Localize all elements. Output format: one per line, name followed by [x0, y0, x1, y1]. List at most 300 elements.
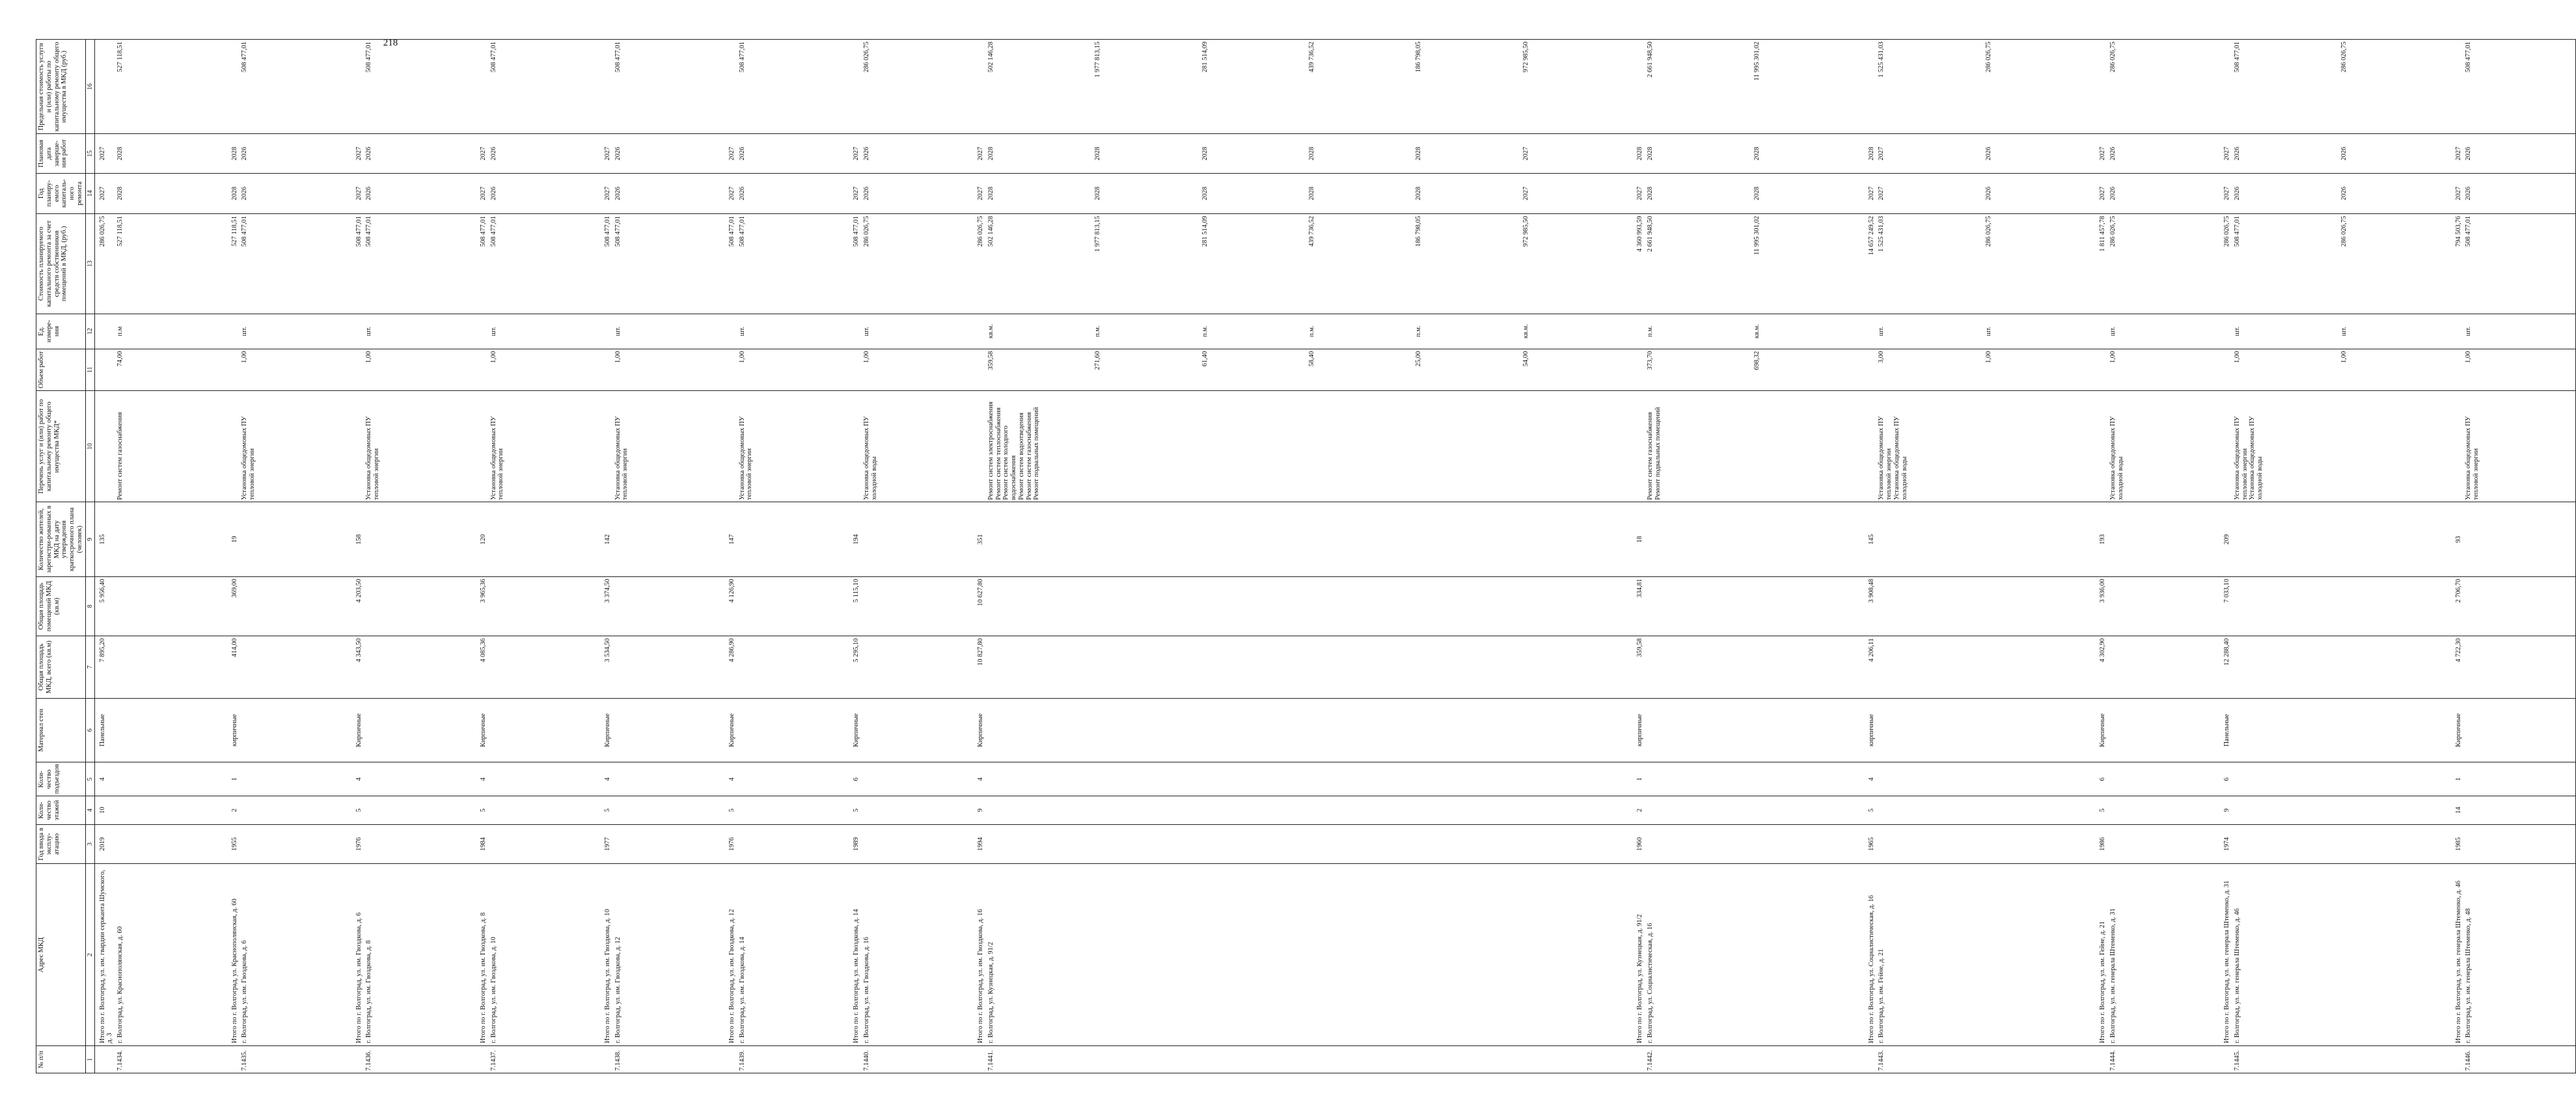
unit-cell — [94, 314, 115, 349]
end-date-cell — [862, 134, 973, 173]
plan-year-cell: 2027 — [2095, 173, 2108, 213]
plan-year-cell-line: 2026 — [862, 186, 870, 200]
area-total-cell: 414,00 — [227, 636, 240, 699]
volume-cell — [613, 349, 724, 390]
empty-cell — [489, 762, 600, 796]
limit-cell-line: 972 985,50 — [1522, 42, 1529, 73]
volume-cell — [2451, 349, 2464, 390]
cost-cell — [364, 214, 475, 314]
empty-cell — [613, 762, 724, 796]
year-cell: 1965 — [1864, 824, 1877, 863]
entrances-cell: 4 — [600, 762, 613, 796]
end-date-cell-line: 2026 — [241, 146, 249, 161]
area-total-cell: 5 295,10 — [849, 636, 862, 699]
empty-cell — [986, 502, 1632, 576]
end-date-cell-line: 2028 — [1646, 146, 1654, 161]
plan-year-cell-line: 2026 — [489, 186, 497, 200]
plan-year-cell: 2027 — [1632, 173, 1645, 213]
plan-year-cell-line: 2027 — [1522, 186, 1529, 200]
unit-cell-line: п.м. — [1308, 325, 1316, 337]
limit-cell — [862, 40, 973, 134]
empty-cell — [2463, 698, 2575, 762]
empty-cell — [1876, 762, 2095, 796]
end-date-cell-line: 2026 — [1984, 146, 1992, 161]
total-row — [973, 40, 986, 1073]
empty-cell — [2108, 502, 2219, 576]
works-cell — [1632, 391, 1645, 502]
works-cell-line: Установка общедомовых ПУ тепловой энергии — [614, 416, 629, 500]
plan-year-cell-line: 2028 — [1415, 186, 1423, 200]
volume-cell — [2108, 349, 2219, 390]
row-number-cell: 7.1434. — [115, 1046, 226, 1073]
empty-cell — [364, 636, 475, 699]
year-cell: 1955 — [227, 824, 240, 863]
end-date-cell: 2027 — [2095, 134, 2108, 173]
works-cell — [364, 391, 475, 502]
unit-cell — [2463, 314, 2575, 349]
empty-cell — [1876, 796, 2095, 825]
plan-year-cell — [240, 173, 351, 213]
header-row — [36, 40, 86, 1073]
end-date-cell-line: 2027 — [1878, 146, 1885, 161]
unit-cell-line: п.м. — [1415, 325, 1423, 337]
works-cell — [849, 391, 862, 502]
limit-cell-line: 1 525 431,03 — [1878, 42, 1885, 78]
volume-cell — [489, 349, 600, 390]
end-date-cell-line: 2027 — [1522, 146, 1529, 161]
empty-cell — [364, 824, 475, 863]
address-cell: Итого по г. Волгоград, ул. Краснополянская, д. 60 — [227, 864, 240, 1046]
works-cell — [2463, 391, 2575, 502]
header-cell: Год планиру-емого капиталь-ного ремонта — [36, 173, 86, 213]
entrances-cell: 6 — [2095, 762, 2108, 796]
row-number-cell: 7.1437. — [489, 1046, 600, 1073]
unit-cell — [2219, 314, 2232, 349]
plan-year-cell: 2027 — [973, 173, 986, 213]
works-cell — [986, 391, 1632, 502]
plan-year-cell: 2027 — [2219, 173, 2232, 213]
cost-cell-line: 186 798,05 — [1415, 216, 1423, 247]
row-number-cell — [2095, 1046, 2108, 1073]
empty-cell — [115, 762, 226, 796]
limit-cell-line: 508 477,01 — [241, 42, 249, 73]
plan-year-cell: 2027 — [600, 173, 613, 213]
empty-cell — [364, 698, 475, 762]
row-number-cell — [351, 1046, 364, 1073]
limit-cell-line: 502 146,28 — [987, 42, 994, 73]
header-cell: Коли-чество подъездов — [36, 762, 86, 796]
floors-cell: 9 — [973, 796, 986, 825]
limit-cell-line: 286 026,75 — [2109, 42, 2117, 73]
end-date-cell — [613, 134, 724, 173]
column-number: 3 — [85, 824, 94, 863]
end-date-cell — [2232, 134, 2451, 173]
empty-cell — [986, 698, 1632, 762]
cost-cell-line: 286 026,75 — [862, 216, 870, 247]
unit-cell-line: шт. — [2340, 326, 2348, 336]
limit-cell-line: 508 477,01 — [365, 42, 373, 73]
unit-cell-line: шт. — [2465, 326, 2473, 336]
empty-cell — [737, 762, 849, 796]
cost-cell: 508 477,01 — [724, 214, 737, 314]
volume-cell — [737, 349, 849, 390]
floors-cell: 5 — [849, 796, 862, 825]
empty-cell — [1645, 636, 1864, 699]
header-cell: Количество жителей, зарегистри-рованных в МКД на дату утверждения краткосрочного плана (человек) — [36, 502, 86, 576]
header-cell: Общая площадь МКД, всего (кв.м) — [36, 636, 86, 699]
row-number-cell: 7.1442. — [1645, 1046, 1864, 1073]
works-cell-line: Ремонт систем теплоснабжения — [994, 407, 1002, 500]
cost-cell-line: 972 985,50 — [1522, 216, 1529, 247]
volume-cell — [600, 349, 613, 390]
unit-cell — [1645, 314, 1864, 349]
volume-cell-line: 1,00 — [2109, 351, 2117, 364]
walls-cell: Кирпичные — [724, 698, 737, 762]
empty-cell — [1876, 698, 2095, 762]
entrances-cell: 1 — [227, 762, 240, 796]
header-cell: Плановая дата заверше-ния работ — [36, 134, 86, 173]
area-total-cell: 4 302,90 — [2095, 636, 2108, 699]
year-cell: 1974 — [2219, 824, 2232, 863]
plan-year-cell-line: 2028 — [1753, 186, 1761, 200]
cost-cell: 286 026,75 — [973, 214, 986, 314]
residents-cell: 120 — [476, 502, 489, 576]
cost-cell: 4 360 993,59 — [1632, 214, 1645, 314]
cost-cell — [2108, 214, 2219, 314]
address-cell: г. Волгоград, ул. Кузнецкая, д. 91/2 — [986, 864, 1632, 1046]
empty-cell — [2232, 576, 2451, 636]
empty-cell — [2232, 796, 2451, 825]
walls-cell: кирпичные — [1632, 698, 1645, 762]
header-cell: Год ввода в эксплу-атацию — [36, 824, 86, 863]
limit-cell — [476, 40, 489, 134]
walls-cell: Кирпичные — [973, 698, 986, 762]
header-cell: Предельная стоимость услуги и (или) работы по капитальному ремонту общего имущества в МКД (руб.) — [36, 40, 86, 134]
table-row — [1876, 40, 2095, 1073]
volume-cell-line: 359,58 — [987, 351, 994, 370]
area-total-cell: 4 206,11 — [1864, 636, 1877, 699]
plan-year-cell-line: 2028 — [1094, 186, 1102, 200]
volume-cell — [1632, 349, 1645, 390]
header-cell: Объем работ — [36, 349, 86, 390]
unit-cell — [1864, 314, 1877, 349]
column-number: 16 — [85, 40, 94, 134]
works-cell-line: Установка общедомовых ПУ тепловой энергии — [2465, 416, 2480, 500]
header-cell: Стоимость планируемого капитального ремонта за счет средств собственников помещений в МКД, (руб.) — [36, 214, 86, 314]
plan-year-cell: 2027 — [724, 173, 737, 213]
unit-cell — [2232, 314, 2451, 349]
empty-cell — [2232, 636, 2451, 699]
plan-year-cell-line: 2026 — [2465, 186, 2473, 200]
residents-cell: 194 — [849, 502, 862, 576]
empty-cell — [489, 502, 600, 576]
floors-cell: 5 — [351, 796, 364, 825]
floors-cell: 5 — [2095, 796, 2108, 825]
address-cell: г. Волгоград, ул. им. генерала Штеменко, д. 31 — [2108, 864, 2219, 1046]
unit-cell — [351, 314, 364, 349]
area-rooms-cell: 334,81 — [1632, 576, 1645, 636]
walls-cell: Кирпичные — [2451, 698, 2464, 762]
area-rooms-cell: 5 956,40 — [94, 576, 115, 636]
entrances-cell: 4 — [973, 762, 986, 796]
plan-year-cell-line: 2028 — [987, 186, 994, 200]
total-row — [351, 40, 364, 1073]
floors-cell: 10 — [94, 796, 115, 825]
cost-cell — [737, 214, 849, 314]
row-number-cell — [724, 1046, 737, 1073]
end-date-cell — [1876, 134, 2095, 173]
plan-year-cell-line: 2026 — [2233, 186, 2241, 200]
volume-cell-line: 373,70 — [1646, 351, 1654, 370]
volume-cell-line: 1,00 — [489, 351, 497, 364]
end-date-cell — [737, 134, 849, 173]
limit-cell — [94, 40, 115, 134]
unit-cell-line: шт. — [2233, 326, 2241, 336]
total-row — [227, 40, 240, 1073]
plan-year-cell-line: 2026 — [365, 186, 373, 200]
residents-cell: 145 — [1864, 502, 1877, 576]
empty-cell — [986, 824, 1632, 863]
row-number-cell: 7.1439. — [737, 1046, 849, 1073]
limit-cell-line: 186 798,05 — [1415, 42, 1423, 73]
plan-year-cell-line: 2026 — [1984, 186, 1992, 200]
works-cell-line: Ремонт систем холодного водоснабжения — [1002, 425, 1018, 500]
column-number: 12 — [85, 314, 94, 349]
empty-cell — [862, 796, 973, 825]
cost-cell — [1645, 214, 1864, 314]
entrances-cell: 1 — [1632, 762, 1645, 796]
column-number: 8 — [85, 576, 94, 636]
walls-cell: Панельные — [2219, 698, 2232, 762]
row-number-cell — [849, 1046, 862, 1073]
empty-cell — [2108, 698, 2219, 762]
end-date-cell-line: 2026 — [365, 146, 373, 161]
table-body — [94, 40, 2575, 1073]
plan-year-cell-line: 2026 — [2340, 186, 2348, 200]
address-cell: г. Волгоград, ул. им. Гвоздкова, д. 16 — [862, 864, 973, 1046]
volume-cell-line: 1,00 — [862, 351, 870, 364]
table-row — [737, 40, 849, 1073]
unit-cell — [862, 314, 973, 349]
empty-cell — [240, 698, 351, 762]
area-rooms-cell: 2 706,70 — [2451, 576, 2464, 636]
column-number: 13 — [85, 214, 94, 314]
works-cell — [227, 391, 240, 502]
unit-cell-line: п.м. — [1094, 325, 1102, 337]
volume-cell-line: 58,40 — [1308, 351, 1316, 367]
floors-cell: 2 — [227, 796, 240, 825]
limit-cell — [2219, 40, 2232, 134]
empty-cell — [737, 796, 849, 825]
works-cell-line: Ремонт систем газоснабжения — [116, 412, 124, 500]
limit-cell — [2451, 40, 2464, 134]
empty-cell — [1645, 576, 1864, 636]
works-cell — [973, 391, 986, 502]
unit-cell — [115, 314, 226, 349]
volume-cell — [1864, 349, 1877, 390]
end-date-cell-line: 2028 — [116, 146, 124, 161]
limit-cell — [724, 40, 737, 134]
plan-year-cell — [1645, 173, 1864, 213]
end-date-cell: 2027 — [849, 134, 862, 173]
unit-cell — [2451, 314, 2464, 349]
plan-year-cell — [2463, 173, 2575, 213]
residents-cell: 209 — [2219, 502, 2232, 576]
cost-cell-line: 286 026,75 — [1984, 216, 1992, 247]
end-date-cell-line: 2028 — [987, 146, 994, 161]
area-total-cell: 4 343,50 — [351, 636, 364, 699]
header-cell: № п/п — [36, 1046, 86, 1073]
cost-cell: 286 026,75 — [2219, 214, 2232, 314]
works-cell-line: Ремонт подвальных помещений — [1654, 407, 1662, 500]
volume-cell-line: 1,00 — [738, 351, 746, 364]
empty-cell — [240, 576, 351, 636]
works-cell-line: Установка общедомовых ПУ тепловой энергии — [489, 416, 505, 500]
plan-year-cell: 2027 — [849, 173, 862, 213]
area-total-cell: 12 288,40 — [2219, 636, 2232, 699]
residents-cell: 351 — [973, 502, 986, 576]
end-date-cell-line: 2026 — [2340, 146, 2348, 161]
volume-cell-line: 271,60 — [1094, 351, 1102, 370]
plan-year-cell: 2027 — [351, 173, 364, 213]
cost-cell: 14 657 249,52 — [1864, 214, 1877, 314]
header-cell: Адрес МКД — [36, 864, 86, 1046]
works-cell — [613, 391, 724, 502]
column-number: 14 — [85, 173, 94, 213]
residents-cell: 193 — [2095, 502, 2108, 576]
walls-cell: Панельные — [94, 698, 115, 762]
empty-cell — [240, 502, 351, 576]
table-row — [2232, 40, 2451, 1073]
plan-year-cell — [2108, 173, 2219, 213]
cost-cell — [2232, 214, 2451, 314]
page-number: 218 — [383, 38, 398, 48]
empty-cell — [737, 576, 849, 636]
empty-cell — [613, 636, 724, 699]
plan-year-cell: 2027 — [476, 173, 489, 213]
column-number-row — [85, 40, 94, 1073]
volume-cell-line: 698,32 — [1753, 351, 1761, 370]
empty-cell — [2108, 576, 2219, 636]
entrances-cell: 4 — [724, 762, 737, 796]
empty-cell — [1645, 762, 1864, 796]
empty-cell — [613, 796, 724, 825]
address-cell: г. Волгоград, ул. им. генерала Штеменко, д. 46 — [2232, 864, 2451, 1046]
unit-cell-line: шт. — [1984, 326, 1992, 336]
volume-cell-line: 1,00 — [2465, 351, 2473, 364]
floors-cell: 2 — [1632, 796, 1645, 825]
cost-cell: 527 118,51 — [227, 214, 240, 314]
cost-cell — [862, 214, 973, 314]
year-cell: 1960 — [1632, 824, 1645, 863]
unit-cell-line: шт. — [241, 326, 249, 336]
total-row — [94, 40, 115, 1073]
empty-cell — [364, 502, 475, 576]
column-number: 1 — [85, 1046, 94, 1073]
unit-cell-line: кв.м. — [987, 324, 994, 339]
limit-cell — [227, 40, 240, 134]
empty-cell — [1645, 502, 1864, 576]
area-total-cell: 7 895,20 — [94, 636, 115, 699]
rotated-table-wrapper — [36, 39, 2480, 1073]
address-cell: г. Волгоград, ул. им. Гейне, д. 21 — [1876, 864, 2095, 1046]
volume-cell — [240, 349, 351, 390]
total-row — [2095, 40, 2108, 1073]
empty-cell — [737, 698, 849, 762]
limit-cell-line: 439 736,52 — [1308, 42, 1316, 73]
address-cell: Итого по г. Волгоград, ул. им. генерала Штеменко, д. 46 — [2451, 864, 2464, 1046]
limit-cell-line: 1 977 813,15 — [1094, 42, 1102, 78]
floors-cell: 5 — [476, 796, 489, 825]
volume-cell — [476, 349, 489, 390]
works-cell — [94, 391, 115, 502]
plan-year-cell — [489, 173, 600, 213]
empty-cell — [986, 576, 1632, 636]
area-rooms-cell: 7 033,10 — [2219, 576, 2232, 636]
empty-cell — [115, 502, 226, 576]
unit-cell-line: шт. — [738, 326, 746, 336]
volume-cell — [94, 349, 115, 390]
year-cell: 1989 — [849, 824, 862, 863]
empty-cell — [737, 636, 849, 699]
unit-cell — [227, 314, 240, 349]
end-date-cell-line: 2026 — [862, 146, 870, 161]
end-date-cell-line: 2026 — [738, 146, 746, 161]
empty-cell — [862, 698, 973, 762]
plan-year-cell — [1876, 173, 2095, 213]
column-number: 15 — [85, 134, 94, 173]
limit-cell-line: 508 477,01 — [2465, 42, 2473, 73]
limit-cell-line: 508 477,01 — [738, 42, 746, 73]
cost-cell — [240, 214, 351, 314]
end-date-cell-line: 2028 — [1094, 146, 1102, 161]
unit-cell-line: шт. — [862, 326, 870, 336]
residents-cell: 147 — [724, 502, 737, 576]
works-cell-line: Установка общедомовых ПУ холодной воды — [2109, 416, 2124, 500]
end-date-cell-line: 2026 — [2465, 146, 2473, 161]
year-cell: 1977 — [600, 824, 613, 863]
row-number-cell: 7.1438. — [613, 1046, 724, 1073]
entrances-cell: 6 — [2219, 762, 2232, 796]
row-number-cell: 7.1436. — [364, 1046, 475, 1073]
limit-cell — [986, 40, 1632, 134]
column-number: 6 — [85, 698, 94, 762]
walls-cell: Кирпичные — [600, 698, 613, 762]
limit-cell-line: 286 026,75 — [862, 42, 870, 73]
cost-cell: 794 503,76 — [2451, 214, 2464, 314]
row-number-cell — [227, 1046, 240, 1073]
empty-cell — [862, 636, 973, 699]
volume-cell-line: 61,40 — [1201, 351, 1209, 367]
area-rooms-cell: 3 936,00 — [2095, 576, 2108, 636]
area-total-cell: 359,58 — [1632, 636, 1645, 699]
cost-cell — [489, 214, 600, 314]
limit-cell-line: 508 477,01 — [2233, 42, 2241, 73]
works-cell-line: Ремонт подвальных помещений — [1033, 407, 1041, 500]
empty-cell — [2463, 824, 2575, 863]
empty-cell — [737, 824, 849, 863]
row-number-cell — [2219, 1046, 2232, 1073]
cost-cell-line: 508 477,01 — [2233, 216, 2241, 247]
area-total-cell: 4 286,90 — [724, 636, 737, 699]
address-cell: г. Волгоград, ул. Социалистическая, д. 16 — [1645, 864, 1864, 1046]
cost-cell-line: 1 977 813,15 — [1094, 216, 1102, 252]
floors-cell: 9 — [2219, 796, 2232, 825]
area-total-cell: 4 085,36 — [476, 636, 489, 699]
volume-cell — [2463, 349, 2575, 390]
total-row — [849, 40, 862, 1073]
walls-cell: Кирпичные — [2095, 698, 2108, 762]
